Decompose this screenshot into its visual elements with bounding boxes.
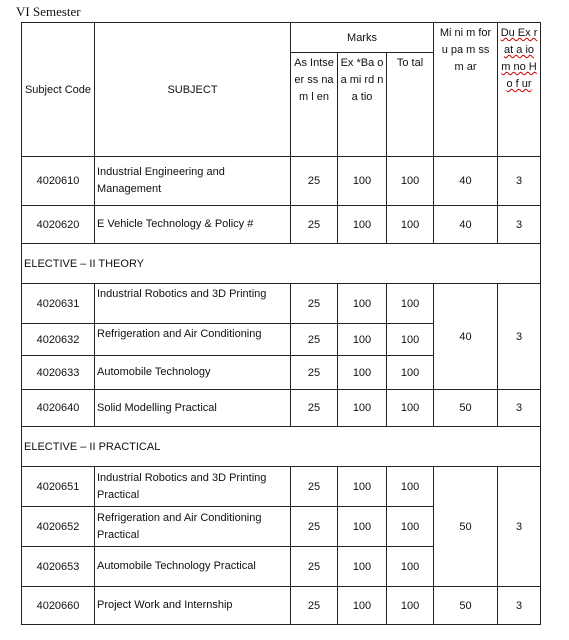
- subject-name: Industrial Engineering and Management: [95, 157, 291, 206]
- header-marks: Marks: [291, 23, 434, 53]
- subject-name: Automobile Technology: [95, 356, 291, 390]
- subject-code: 4020660: [22, 587, 95, 625]
- section-row: [22, 427, 541, 467]
- section-heading-theory: ELECTIVE – II THEORY: [22, 244, 541, 284]
- assessment-marks: 25: [291, 587, 338, 625]
- assessment-marks: 25: [291, 284, 338, 324]
- section-heading-practical: ELECTIVE – II PRACTICAL: [22, 427, 541, 467]
- total-marks: 100: [387, 587, 434, 625]
- subject-name: Refrigeration and Air Conditioning: [95, 324, 291, 356]
- header-duration: Du Ex rat a io m no Ho f ur: [498, 23, 541, 157]
- exam-marks: 100: [338, 284, 387, 324]
- semester-title: VI Semester: [16, 4, 81, 19]
- duration-hours: 3: [498, 157, 541, 206]
- assessment-marks: 25: [291, 507, 338, 547]
- subject-code: 4020632: [22, 324, 95, 356]
- subject-code: 4020651: [22, 467, 95, 507]
- total-marks: 100: [387, 547, 434, 587]
- exam-marks: 100: [338, 547, 387, 587]
- exam-marks: 100: [338, 587, 387, 625]
- exam-marks: 100: [338, 324, 387, 356]
- assessment-marks: 25: [291, 356, 338, 390]
- exam-marks: 100: [338, 356, 387, 390]
- schedule-table: [21, 22, 541, 625]
- table-row: [22, 390, 541, 427]
- minimum-marks: 50: [434, 390, 498, 427]
- exam-marks: 100: [338, 206, 387, 244]
- total-marks: 100: [387, 467, 434, 507]
- exam-marks: 100: [338, 467, 387, 507]
- header-subject-code: Subject Code: [22, 23, 95, 157]
- subject-name: E Vehicle Technology & Policy #: [95, 206, 291, 244]
- duration-hours: 3: [498, 284, 541, 390]
- minimum-marks: 40: [434, 284, 498, 390]
- duration-hours: 3: [498, 467, 541, 587]
- header-internal-assessment: As Intse er ss na m l en: [291, 53, 338, 157]
- assessment-marks: 25: [291, 324, 338, 356]
- total-marks: 100: [387, 390, 434, 427]
- section-row: [22, 244, 541, 284]
- subject-code: 4020640: [22, 390, 95, 427]
- subject-name: Project Work and Internship: [95, 587, 291, 625]
- minimum-marks: 40: [434, 206, 498, 244]
- subject-name: Industrial Robotics and 3D Printing: [95, 284, 291, 324]
- assessment-marks: 25: [291, 206, 338, 244]
- total-marks: 100: [387, 324, 434, 356]
- total-marks: 100: [387, 284, 434, 324]
- total-marks: 100: [387, 206, 434, 244]
- total-marks: 100: [387, 507, 434, 547]
- duration-hours: 3: [498, 206, 541, 244]
- header-subject: SUBJECT: [95, 23, 291, 157]
- table-row: [22, 587, 541, 625]
- assessment-marks: 25: [291, 547, 338, 587]
- exam-marks: 100: [338, 157, 387, 206]
- subject-code: 4020631: [22, 284, 95, 324]
- subject-name: Refrigeration and Air Conditioning Practical: [95, 507, 291, 547]
- minimum-marks: 40: [434, 157, 498, 206]
- table-row: [22, 157, 541, 206]
- table-row: [22, 467, 541, 507]
- duration-hours: 3: [498, 587, 541, 625]
- exam-marks: 100: [338, 390, 387, 427]
- assessment-marks: 25: [291, 467, 338, 507]
- header-minimum-marks: Mi ni m for u pa m ss m ar: [434, 23, 498, 157]
- exam-marks: 100: [338, 507, 387, 547]
- subject-name: Automobile Technology Practical: [95, 547, 291, 587]
- assessment-marks: 25: [291, 390, 338, 427]
- subject-code: 4020653: [22, 547, 95, 587]
- table-row: [22, 284, 541, 324]
- subject-code: 4020633: [22, 356, 95, 390]
- subject-code: 4020620: [22, 206, 95, 244]
- header-total: To tal: [387, 53, 434, 157]
- subject-name: Industrial Robotics and 3D Printing Practical: [95, 467, 291, 507]
- duration-hours: 3: [498, 390, 541, 427]
- assessment-marks: 25: [291, 157, 338, 206]
- minimum-marks: 50: [434, 587, 498, 625]
- minimum-marks: 50: [434, 467, 498, 587]
- subject-code: 4020652: [22, 507, 95, 547]
- header-board-exam: Ex *Ba oa mi rd na tio: [338, 53, 387, 157]
- total-marks: 100: [387, 356, 434, 390]
- table-row: [22, 206, 541, 244]
- subject-code: 4020610: [22, 157, 95, 206]
- subject-name: Solid Modelling Practical: [95, 390, 291, 427]
- total-marks: 100: [387, 157, 434, 206]
